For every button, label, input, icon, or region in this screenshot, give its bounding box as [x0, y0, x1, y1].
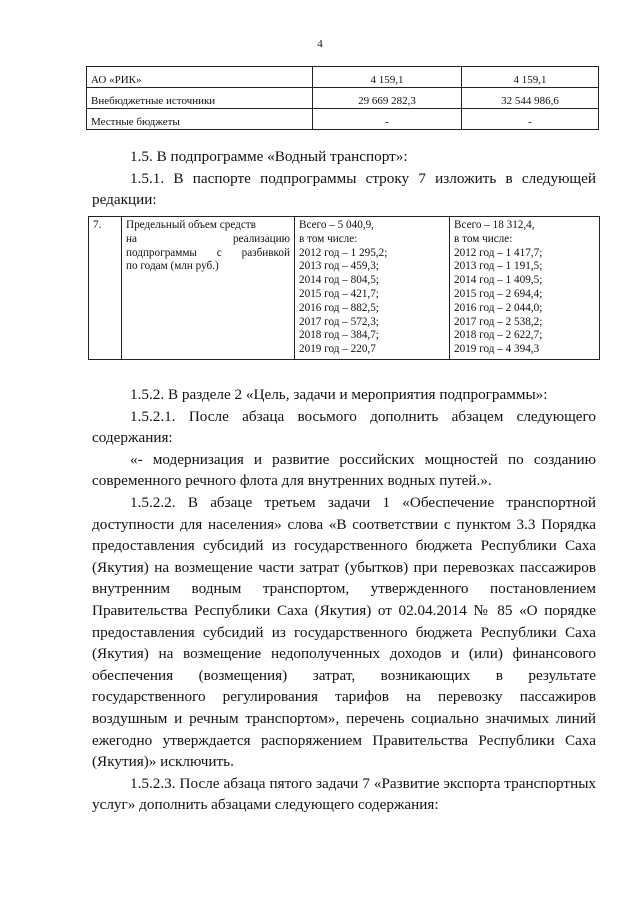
table-cell-value: 4 159,1 — [313, 67, 462, 88]
table-row — [87, 67, 599, 88]
table-cell-label: Местные бюджеты — [87, 109, 313, 130]
table-cell-value: 4 159,1 — [462, 67, 599, 88]
description-line: подпрограммы с разбивкой — [126, 246, 290, 259]
passport-table — [88, 216, 600, 360]
new-values-cell — [450, 217, 600, 360]
old-value-line: 2012 год – 1 295,2; — [299, 246, 388, 259]
paragraph-1-5-2-1: 1.5.2.1. После абзаца восьмого дополнить абзацем следующего содержания: — [92, 407, 596, 447]
old-value-line: 2017 год – 572,3; — [299, 315, 379, 328]
new-value-line: 2013 год – 1 191,5; — [454, 260, 543, 273]
funding-sources-table — [86, 66, 599, 130]
new-value-line: 2016 год – 2 044,0; — [454, 301, 543, 314]
table-cell-label: АО «РИК» — [87, 67, 313, 88]
old-value-line: Всего – 5 040,9, — [299, 219, 374, 231]
paragraph-quote-1-5-2-1: «- модернизация и развитие российских мощностей по созданию современного речного флота для внутренних водных путей.». — [92, 450, 596, 490]
paragraph-1-5-2-2: 1.5.2.2. В абзаце третьем задачи 1 «Обеспечение транспортной доступности для населения» слова «В соответствии с пунктом 3.3 Порядка предоставления субсидий из государственного бюджета Республики Саха (Якутия) на возмещение части затрат (убытков) при перевозках пассажиров внутренним водным транспортом, утвержденного постановлением Правительства Республики Саха (Якутия) от 02.04.2014 № 85 «О порядке предоставления субсидий из государственного бюджета Республики Саха (Якутия) на возмещение недополученных доходов и (или) финансового обеспечения (возмещения) затрат, возникающих в результате государственного регулирования тарифов на перевозку пассажиров воздушным и речным транспортом», перечень социально значимых линий ежегодно утверждается распоряжением Правительства Республики Саха (Якутия)» исключить. — [92, 493, 596, 771]
table-row — [87, 109, 599, 130]
row-number: 7. — [89, 217, 122, 360]
old-value-line: 2014 год – 804,5; — [299, 274, 379, 287]
page-number: 4 — [317, 38, 323, 50]
table-cell-label: Внебюджетные источники — [87, 88, 313, 109]
old-value-line: 2015 год – 421,7; — [299, 287, 379, 300]
old-value-line: в том числе: — [299, 232, 358, 245]
table-cell-value: - — [462, 109, 599, 130]
paragraph-1-5-1: 1.5.1. В паспорте подпрограммы строку 7 изложить в следующей редакции: — [92, 169, 596, 209]
paragraph-1-5-2: 1.5.2. В разделе 2 «Цель, задачи и мероприятия подпрограммы»: — [130, 386, 548, 403]
old-value-line: 2016 год – 882,5; — [299, 301, 379, 314]
new-value-line: в том числе: — [454, 232, 513, 245]
table-row — [89, 217, 600, 360]
table-row — [87, 88, 599, 109]
row-description — [122, 217, 295, 360]
old-value-line: 2019 год – 220,7 — [299, 343, 376, 356]
description-line: по годам (млн руб.) — [126, 260, 219, 273]
old-values-cell — [295, 217, 450, 360]
table-cell-value: 32 544 986,6 — [462, 88, 599, 109]
paragraph-1-5: 1.5. В подпрограмме «Водный транспорт»: — [130, 148, 408, 165]
new-value-line: 2014 год – 1 409,5; — [454, 274, 543, 287]
paragraph-1-5-2-3: 1.5.2.3. После абзаца пятого задачи 7 «Развитие экспорта транспортных услуг» дополнить абзацами следующего содержания: — [92, 774, 596, 814]
old-value-line: 2013 год – 459,3; — [299, 260, 379, 273]
new-value-line: Всего – 18 312,4, — [454, 219, 535, 231]
new-value-line: 2012 год – 1 417,7; — [454, 246, 543, 259]
new-value-line: 2017 год – 2 538,2; — [454, 315, 543, 328]
table-cell-value: - — [313, 109, 462, 130]
table-cell-value: 29 669 282,3 — [313, 88, 462, 109]
new-value-line: 2019 год – 4 394,3 — [454, 343, 540, 356]
description-line: Предельный объем средств — [126, 219, 256, 231]
description-line: на реализацию — [126, 232, 290, 245]
new-value-line: 2018 год – 2 622,7; — [454, 329, 543, 342]
section-block-1-5-2 — [92, 384, 596, 816]
old-value-line: 2018 год – 384,7; — [299, 329, 379, 342]
new-value-line: 2015 год – 2 694,4; — [454, 287, 543, 300]
section-block-1-5 — [92, 146, 596, 211]
